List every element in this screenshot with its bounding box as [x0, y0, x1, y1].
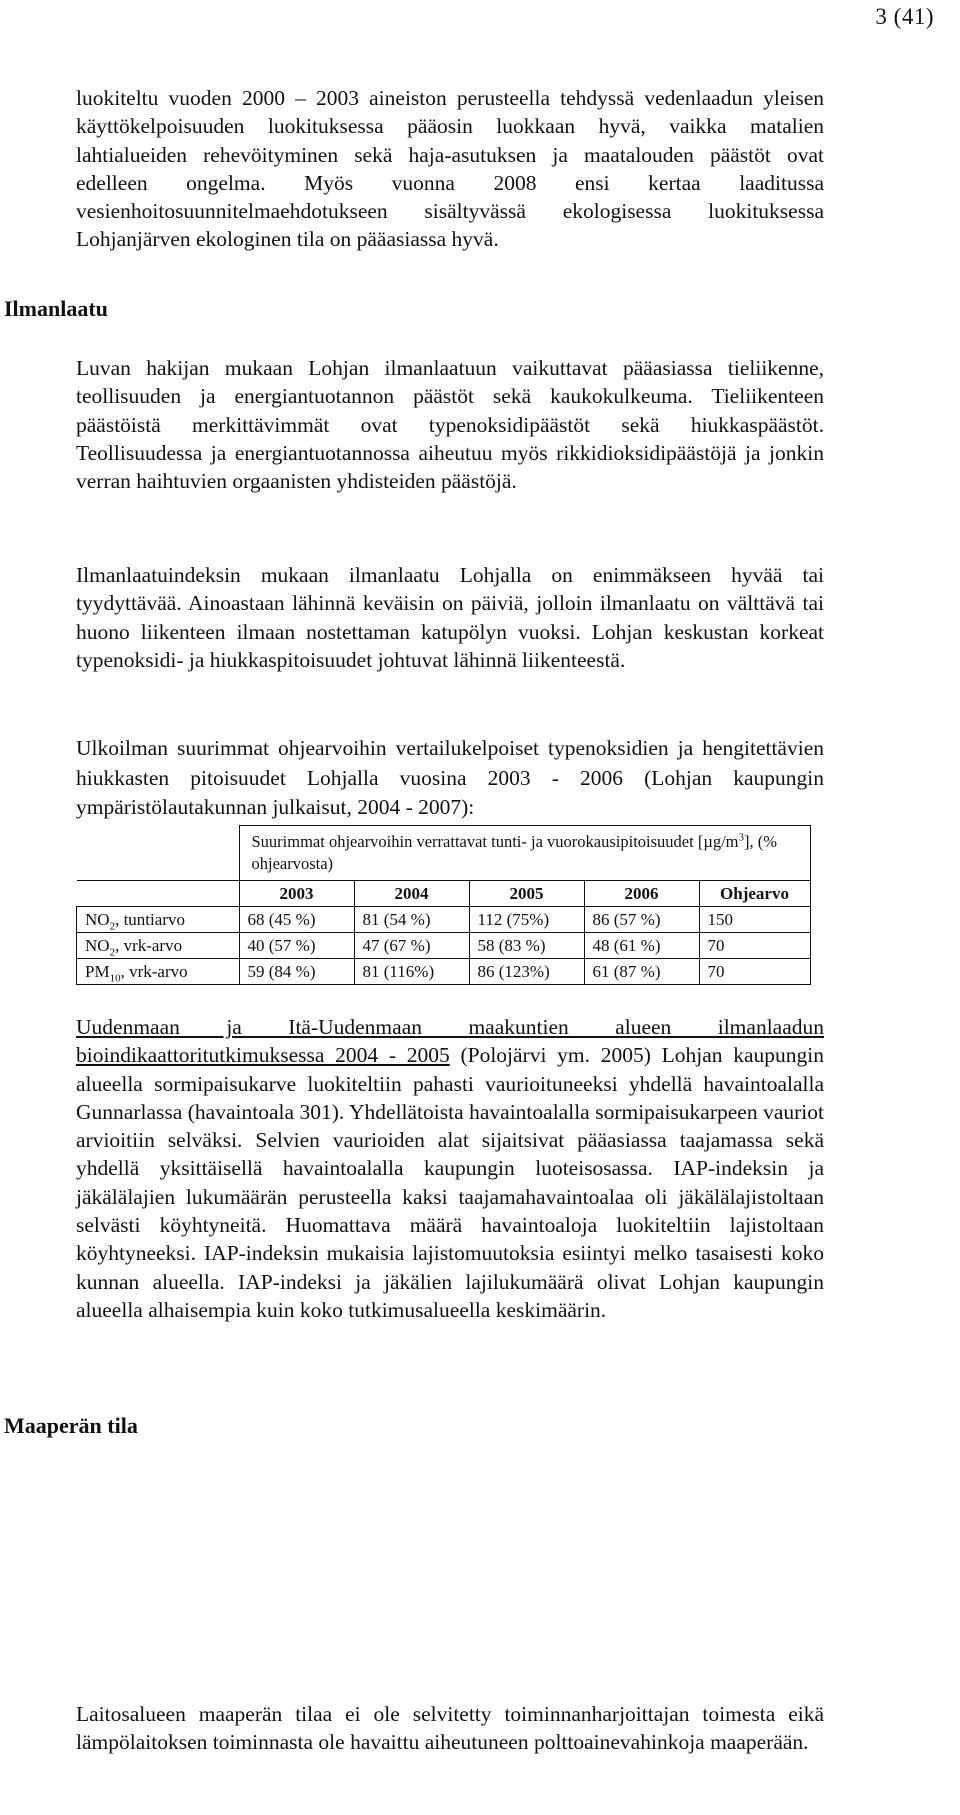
- page-number: 3 (41): [875, 4, 934, 29]
- table-cell: 86 (123%): [469, 959, 584, 985]
- table-cell: 150: [699, 907, 810, 933]
- table-cell: 47 (67 %): [354, 933, 469, 959]
- table-cell: 68 (45 %): [239, 907, 354, 933]
- table-cell: 86 (57 %): [584, 907, 699, 933]
- table-caption-row: [77, 826, 811, 881]
- table-cell: 112 (75%): [469, 907, 584, 933]
- table-header-cell: Ohjearvo: [699, 881, 810, 907]
- table-cell: 81 (116%): [354, 959, 469, 985]
- heading-ilmanlaatu: Ilmanlaatu: [4, 296, 108, 321]
- maapera-paragraph-1: Laitosalueen maaperän tilaa ei ole selvitetty toiminnanharjoittajan toimesta eikä lämpölaitoksen toiminnasta ole havaittu aiheutuneen polttoainevahinkoja maaperään.: [76, 1702, 824, 1755]
- table-row: [77, 959, 811, 985]
- table-header-row: [77, 881, 811, 907]
- air-quality-table: [76, 825, 811, 985]
- table-cell: 59 (84 %): [239, 959, 354, 985]
- table-cell: 70: [699, 933, 810, 959]
- table-cell: 58 (83 %): [469, 933, 584, 959]
- table-cell: 70: [699, 959, 810, 985]
- ilmanlaatu-paragraph-2: Ilmanlaatuindeksin mukaan ilmanlaatu Lohjalla on enimmäkseen hyvää tai tyydyttävää. Ainoastaan lähinnä keväisin on päiviä, jolloin ilmanlaatu on välttävä tai huono liikenteen ilmaan nostettaman katupölyn vuoksi. Lohjan keskustan korkeat typenoksidi- ja hiukkaspitoisuudet johtuvat lähinnä liikenteestä.: [76, 563, 824, 672]
- bioindicator-study-reference: Uudenmaan ja Itä-Uudenmaan maakuntien alueen ilmanlaadun bioindikaattoritutkimuksessa 2004 - 2005: [76, 1015, 824, 1068]
- table-row: [77, 933, 811, 959]
- table-header-cell: 2004: [354, 881, 469, 907]
- table-row: [77, 907, 811, 933]
- table-caption: Suurimmat ohjearvoihin verrattavat tunti- ja vuorokausipitoisuudet $[\mu g/m^3]$, (% ohjearvosta): [239, 826, 810, 881]
- table-header-cell: 2005: [469, 881, 584, 907]
- table-row-label: $NO_2$, tuntiarvo: [77, 907, 240, 933]
- table-row-label: $PM_{10}$, vrk-arvo: [77, 959, 240, 985]
- ilmanlaatu-paragraph-4: Uudenmaan ja Itä-Uudenmaan maakuntien alueen ilmanlaadun bioindikaattoritutkimuksessa 2004 - 2005 (Polojärvi ym. 2005) Lohjan kaupungin alueella sormipaisukarve luokiteltiin pahasti vaurioituneeksi yhdellä havaintoalalla Gunnarlassa (havaintoala 301). Yhdellätoista havaintoalalla sormipaisukarpeen vauriot arvioitiin selväksi. Selvien vaurioiden alat sijaitsivat pääasiassa taajamassa sekä yhdellä yksittäisellä havaintoalalla kaupungin luoteisosassa. IAP-indeksin ja jäkälälajien lukumäärän perusteella kaksi taajamahavaintoalaa oli jäkälälajistoltaan selvästi köyhtyneitä. Huomattava määrä havaintoaloja luokiteltiin lajistoltaan köyhtyneeksi. IAP-indeksin mukaisia lajistomuutoksia esiintyi melko tasaisesti koko kunnan alueella. IAP-indeksi ja jäkälien lajilukumäärä olivat Lohjan kaupungin alueella alhaisempia kuin koko tutkimusalueella keskimäärin.: [76, 1015, 824, 1322]
- intro-paragraph: luokiteltu vuoden 2000 – 2003 aineiston perusteella tehdyssä vedenlaadun yleisen käyttökelpoisuuden luokituksessa pääosin luokkaan hyvä, vaikka matalien lahtialueiden rehevöityminen sekä haja-asutuksen ja maatalouden päästöt ovat edelleen ongelma. Myös vuonna 2008 ensi kertaa laaditussa vesienhoitosuunnitelmaehdotukseen sisältyvässä ekologisessa luokituksessa Lohjanjärven ekologinen tila on pääasiassa hyvä.: [76, 86, 824, 252]
- table-cell: 81 (54 %): [354, 907, 469, 933]
- table-header-cell: 2006: [584, 881, 699, 907]
- table-cell: 61 (87 %): [584, 959, 699, 985]
- ilmanlaatu-paragraph-1: Luvan hakijan mukaan Lohjan ilmanlaatuun vaikuttavat pääasiassa tieliikenne, teollisuuden ja energiantuotannon päästöt sekä kaukokulkeuma. Tieliikenteen päästöistä merkittävimmät ovat typenoksidipäästöt sekä hiukkaspäästöt. Teollisuudessa ja energiantuotannossa aiheutuu myös rikkidioksidipäästöjä ja jonkin verran haihtuvien orgaanisten yhdisteiden päästöjä.: [76, 356, 824, 494]
- table-header-cell: 2003: [239, 881, 354, 907]
- table-cell: 40 (57 %): [239, 933, 354, 959]
- heading-maaperan-tila: Maaperän tila: [4, 1413, 138, 1438]
- table-cell: 48 (61 %): [584, 933, 699, 959]
- ilmanlaatu-paragraph-3: Ulkoilman suurimmat ohjearvoihin vertailukelpoiset typenoksidien ja hengitettävien hiukkasten pitoisuudet Lohjalla vuosina 2003 - 2006 (Lohjan kaupungin ympäristölautakunnan julkaisut, 2004 - 2007):: [76, 736, 824, 820]
- table-row-label: $NO_2$, vrk-arvo: [77, 933, 240, 959]
